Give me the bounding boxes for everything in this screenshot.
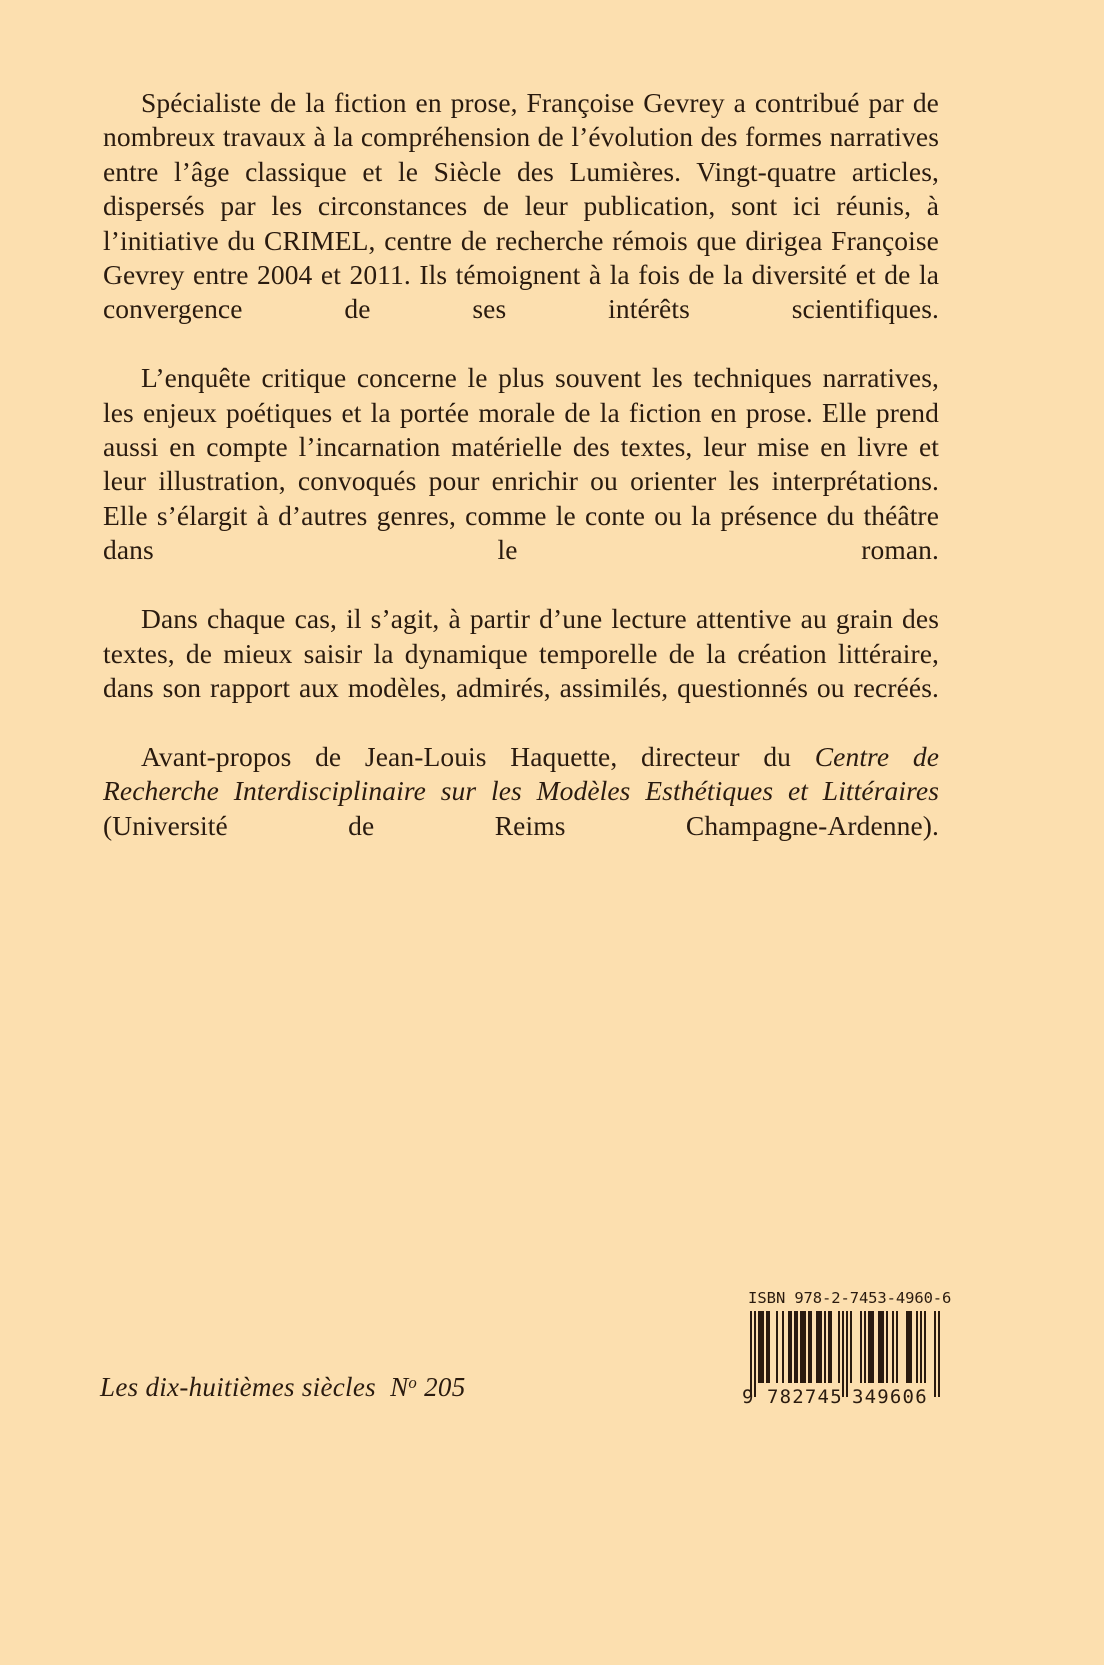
- barcode-bar: [906, 1311, 912, 1383]
- barcode-bar: [824, 1311, 826, 1383]
- series-number-ordinal: o: [408, 1372, 418, 1392]
- barcode-block: [742, 1289, 952, 1415]
- avant-propos-lead: Avant-propos de Jean-Louis Haquette, directeur du: [141, 740, 815, 772]
- barcode-bar: [860, 1311, 862, 1383]
- blurb-paragraph-1: Spécialiste de la fiction en prose, Françoise Gevrey a contribué par de nombreux travaux à la compréhension de l’évolution des formes narratives entre l’âge classique et le Siècle des Lumières. Vingt-quatre articles, dispersés par les circonstances de leur publication, sont ici réunis, à l’initiative du CRIMEL, centre de recherche rémois que dirigea Françoise Gevrey entre 2004 et 2011. Ils témoignent à la fois de la diversité et de la convergence de ses intérêts scientifiques.: [103, 87, 939, 325]
- isbn-value: 978-2-7453-4960-6: [794, 1289, 952, 1307]
- ean-lead-digit: 9: [742, 1386, 755, 1408]
- barcode-bar: [886, 1311, 888, 1383]
- ean-left-group: 782745: [767, 1386, 843, 1408]
- barcode-bar: [868, 1311, 874, 1383]
- barcode-bar: [794, 1311, 798, 1383]
- series-number-label: N: [390, 1372, 409, 1402]
- series-number-value: 205: [424, 1372, 466, 1402]
- series-title: Les dix-huitièmes siècles: [100, 1372, 376, 1402]
- barcode-bar: [816, 1311, 822, 1383]
- barcode-bar: [776, 1311, 778, 1383]
- barcode-bar: [800, 1311, 806, 1383]
- barcode-bar: [878, 1311, 884, 1383]
- blurb-paragraph-3: Dans chaque cas, il s’agit, à partir d’une lecture attentive au grain des textes, de mieux saisir la dynamique temporelle de la création littéraire, dans son rapport aux modèles, admirés, assimilés, questionnés ou recréés.: [103, 603, 939, 703]
- research-centre-name: Centre de Recherche Interdisciplinaire sur les Modèles Esthétiques et Littéraires: [103, 740, 939, 807]
- barcode-bar: [850, 1311, 852, 1383]
- isbn-label: ISBN: [748, 1289, 786, 1307]
- barcode-bar: [838, 1311, 840, 1383]
- avant-propos-tail: (Université de Reims Champagne-Ardenne).: [103, 809, 939, 841]
- series-footer-line: [100, 1372, 466, 1403]
- barcode-bar: [892, 1311, 894, 1383]
- barcode-bar: [920, 1311, 922, 1383]
- barcode-bar: [758, 1311, 764, 1383]
- barcode-bar: [782, 1311, 784, 1383]
- series-number: [383, 1372, 466, 1402]
- blurb-text-block: [103, 86, 939, 877]
- isbn-line: [748, 1289, 952, 1307]
- barcode-bar: [864, 1311, 866, 1383]
- barcode-bar: [828, 1311, 832, 1383]
- ean13-digits: [742, 1385, 942, 1411]
- barcode-bar: [924, 1311, 926, 1383]
- ean-right-group: 349606: [852, 1386, 928, 1408]
- ean13-barcode: [742, 1311, 942, 1415]
- barcode-gap: [926, 1311, 934, 1312]
- barcode-bar: [916, 1311, 918, 1383]
- barcode-bar: [766, 1311, 770, 1383]
- barcode-bar: [788, 1311, 792, 1383]
- blurb-paragraph-2: L’enquête critique concerne le plus souvent les techniques narratives, les enjeux poétiques et la portée morale de la fiction en prose. Elle prend aussi en compte l’incarnation matérielle des textes, leur mise en livre et leur illustration, convoqués pour enrichir ou orienter les interprétations. Elle s’élargit à d’autres genres, comme le conte ou la présence du théâtre dans le roman.: [103, 362, 939, 566]
- barcode-gap: [898, 1311, 906, 1312]
- blurb-paragraph-4: [103, 740, 939, 878]
- barcode-gap: [852, 1311, 860, 1312]
- barcode-bar: [896, 1311, 898, 1383]
- barcode-bar: [808, 1311, 812, 1383]
